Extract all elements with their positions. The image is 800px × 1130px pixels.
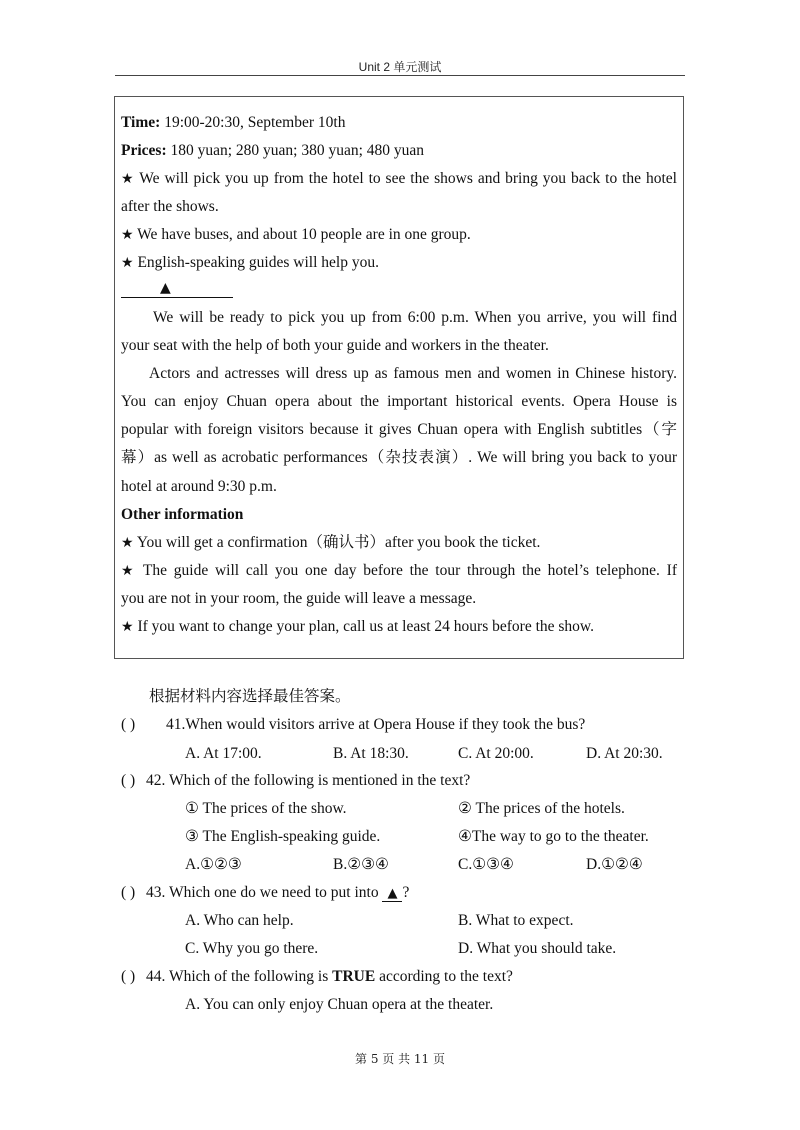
other-info-2-text: The guide will call you one day before the tour through the hotel’s telephone. If — [142, 562, 677, 579]
other-info-2-line-2: you are not in your room, the guide will leave a message. — [121, 590, 477, 607]
answer-blank-43[interactable]: ( ) — [121, 884, 136, 901]
q41-option-a: A. At 17:00. — [185, 745, 262, 762]
question-43-stem — [146, 883, 409, 904]
other-info-heading-text: Other information — [121, 506, 244, 523]
other-info-1 — [121, 533, 540, 553]
paragraph-1-line-2: your seat with the help of both your guide and workers in the theater. — [121, 337, 549, 354]
bullet-2 — [121, 225, 471, 245]
q42-statement-4: ④The way to go to the theater. — [458, 828, 649, 845]
other-info-3-text: If you want to change your plan, call us at least 24 hours before the show. — [137, 618, 594, 635]
q42-option-a: A.①②③ — [185, 856, 242, 873]
q43-stem-end: ? — [402, 884, 410, 901]
prices-line — [121, 141, 424, 161]
paragraph-2-line-2: You can enjoy Chuan opera about the important historical events. Opera House is — [121, 393, 677, 410]
answer-blank-44[interactable]: ( ) — [121, 968, 136, 985]
other-info-3 — [121, 617, 594, 637]
paragraph-2-line-3: popular with foreign visitors because it gives Chuan opera with English subtitles（字 — [121, 421, 677, 438]
question-42-stem: 42. Which of the following is mentioned in the text? — [146, 772, 471, 789]
time-label: Time: — [121, 114, 161, 131]
question-41-stem: 41.When would visitors arrive at Opera House if they took the bus? — [166, 716, 586, 733]
star-icon: ★ — [121, 171, 135, 187]
triangle-icon: ▲ — [382, 886, 402, 902]
bullet-3-text: English-speaking guides will help you. — [137, 254, 379, 271]
bullet-1-text: We will pick you up from the hotel to see the shows and bring you back to the hotel — [139, 170, 677, 187]
answer-blank-41[interactable]: ( ) — [121, 716, 136, 733]
q42-statement-1: ① The prices of the show. — [185, 800, 347, 817]
q42-option-c: C.①③④ — [458, 856, 514, 873]
instructions: 根据材料内容选择最佳答案。 — [149, 688, 351, 705]
page-footer: 第 5 页 共 11 页 — [355, 1052, 445, 1066]
q42-option-b: B.②③④ — [333, 856, 389, 873]
other-info-1-text: You will get a confirmation（确认书）after you book the ticket. — [136, 534, 541, 551]
star-icon: ★ — [121, 535, 134, 551]
other-info-heading — [121, 505, 243, 525]
q43-option-b: B. What to expect. — [458, 912, 574, 929]
q44-stem-end: according to the text? — [375, 968, 513, 985]
page-header: Unit 2 单元测试 — [358, 60, 442, 74]
star-icon: ★ — [121, 227, 134, 243]
time-value: 19:00-20:30, September 10th — [160, 114, 346, 131]
star-icon: ★ — [121, 563, 137, 579]
bullet-3 — [121, 253, 379, 273]
star-icon: ★ — [121, 255, 134, 271]
header-divider — [115, 75, 685, 76]
bullet-1-line-1 — [121, 169, 677, 189]
paragraph-2-line-4: 幕）as well as acrobatic performances（杂技表演）. We will bring you back to your — [121, 449, 677, 466]
q44-option-a: A. You can only enjoy Chuan opera at the theater. — [185, 996, 494, 1013]
question-44-stem — [146, 967, 513, 987]
q44-stem-text: 44. Which of the following is — [146, 968, 333, 985]
paragraph-2-line-5: hotel at around 9:30 p.m. — [121, 478, 277, 495]
prices-label: Prices: — [121, 142, 167, 159]
q44-stem-bold: TRUE — [332, 968, 376, 985]
answer-blank-42[interactable]: ( ) — [121, 772, 136, 789]
q43-option-d: D. What you should take. — [458, 940, 617, 957]
q41-option-b: B. At 18:30. — [333, 745, 409, 762]
other-info-2-line-1 — [121, 561, 677, 581]
bullet-2-text: We have buses, and about 10 people are in one group. — [137, 226, 471, 243]
q43-option-a: A. Who can help. — [185, 912, 294, 929]
q41-option-c: C. At 20:00. — [458, 745, 534, 762]
prices-value: 180 yuan; 280 yuan; 380 yuan; 480 yuan — [166, 142, 425, 159]
q43-option-c: C. Why you go there. — [185, 940, 319, 957]
q42-statement-2: ② The prices of the hotels. — [458, 800, 625, 817]
heading-blank — [121, 279, 233, 298]
bullet-1-line-2: after the shows. — [121, 198, 219, 215]
q41-option-d: D. At 20:30. — [586, 745, 663, 762]
q42-option-d: D.①②④ — [586, 856, 643, 873]
q43-stem-text: 43. Which one do we need to put into — [146, 884, 383, 901]
paragraph-1-line-1: We will be ready to pick you up from 6:00 p.m. When you arrive, you will find — [153, 309, 677, 326]
star-icon: ★ — [121, 619, 134, 635]
q42-statement-3: ③ The English-speaking guide. — [185, 828, 381, 845]
time-line — [121, 113, 345, 133]
paragraph-2-line-1: Actors and actresses will dress up as famous men and women in Chinese history. — [149, 365, 677, 382]
triangle-icon: ▲ — [160, 280, 171, 296]
